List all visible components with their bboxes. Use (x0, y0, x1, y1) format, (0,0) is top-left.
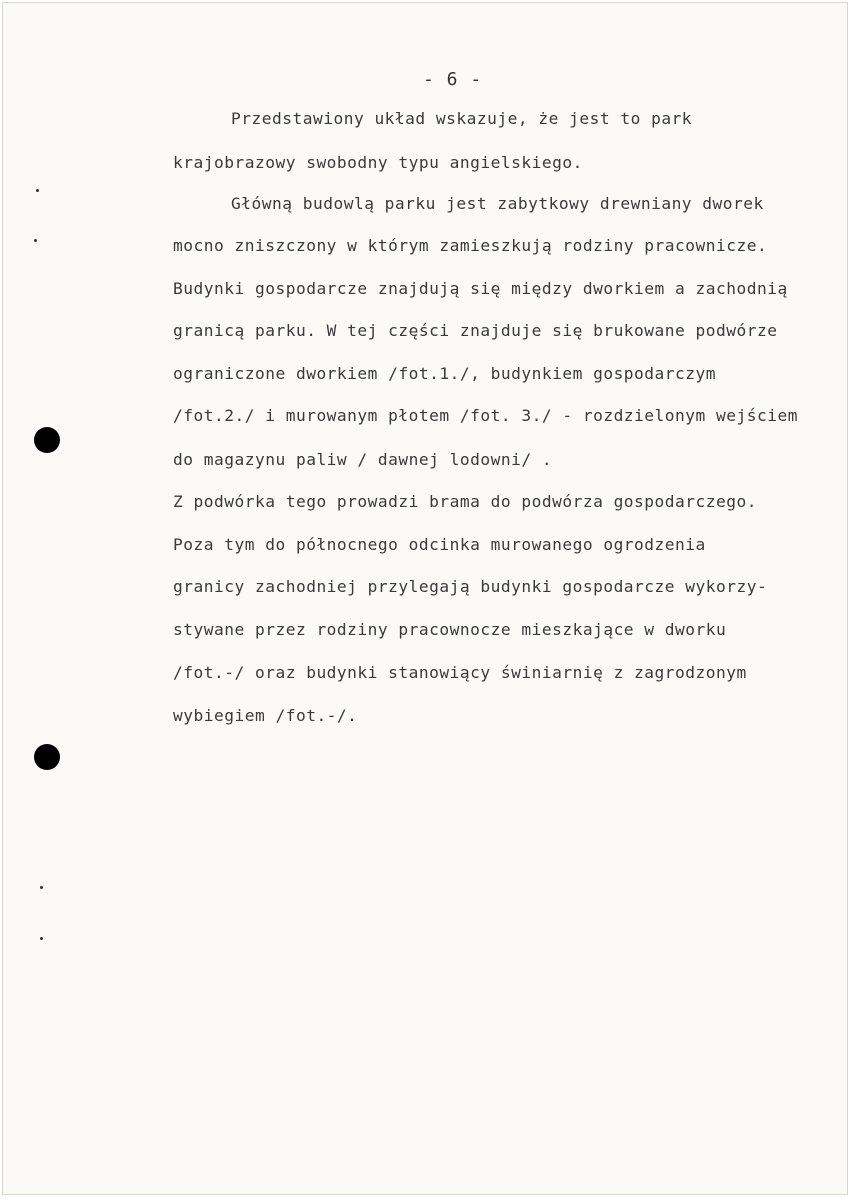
punch-hole (34, 427, 60, 453)
text-line: stywane przez rodziny pracownocze mieszkające w dworku (173, 620, 727, 639)
text-line: /fot.2./ i murowanym płotem /fot. 3./ - rozdzielonym wejściem (173, 406, 798, 425)
text-line: /fot.-/ oraz budynki stanowiący świniarnię z zagrodzonym (173, 663, 747, 682)
text-line: krajobrazowy swobodny typu angielskiego. (173, 153, 583, 172)
text-line: Przedstawiony układ wskazuje, że jest to park (231, 109, 693, 128)
text-line: Poza tym do północnego odcinka murowanego ogrodzenia (173, 535, 706, 554)
text-line: Główną budowlą parku jest zabytkowy drewniany dworek (231, 194, 764, 213)
text-line: Z podwórka tego prowadzi brama do podwórza gospodarczego. (173, 492, 758, 511)
text-line: Budynki gospodarcze znajdują się między dworkiem a zachodnią (173, 279, 788, 298)
text-line: granicą parku. W tej części znajduje się brukowane podwórze (173, 321, 778, 340)
text-line: ograniczone dworkiem /fot.1./, budynkiem gospodarczym (173, 364, 717, 383)
scan-speck (40, 937, 43, 940)
document-page (2, 2, 848, 1195)
text-line: mocno zniszczony w którym zamieszkują rodziny pracownicze. (173, 236, 768, 255)
text-line: do magazynu paliw / dawnej lodowni/ . (173, 450, 553, 469)
text-line: granicy zachodniej przylegają budynki gospodarcze wykorzy- (173, 577, 768, 596)
scan-speck (36, 189, 39, 192)
punch-hole (34, 744, 60, 770)
scan-speck (40, 886, 43, 889)
text-line: wybiegiem /fot.-/. (173, 706, 358, 725)
scan-speck (34, 239, 37, 242)
page-number: - 6 - (423, 69, 483, 90)
